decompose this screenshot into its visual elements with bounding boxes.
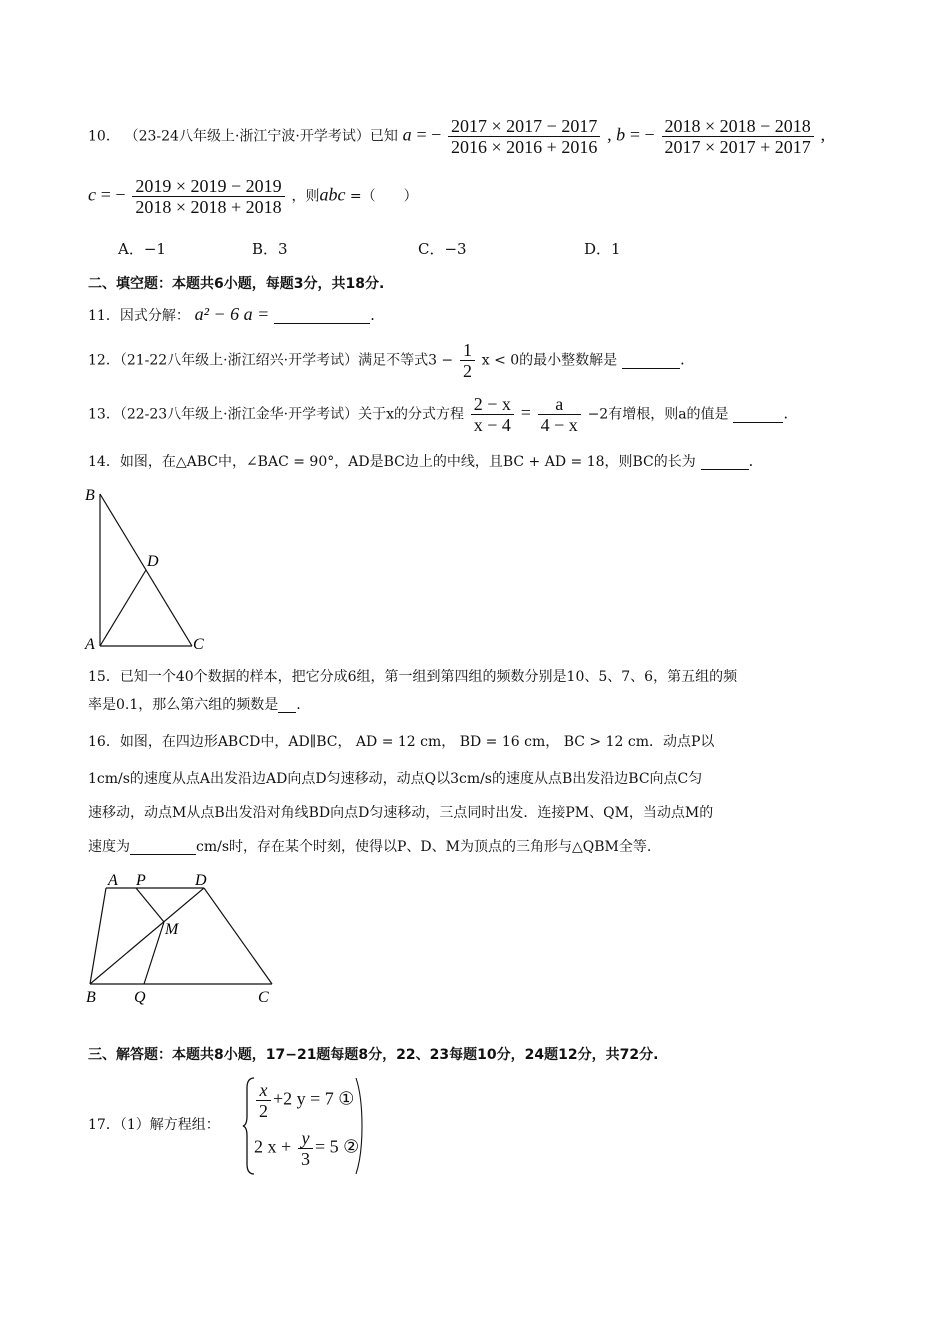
q13-answer-blank[interactable]: [733, 407, 783, 423]
q10-ask: ，则: [291, 188, 320, 205]
q16-line4: [88, 840, 651, 855]
q10-option-a[interactable]: A．−1: [118, 240, 166, 258]
q17-eq2-start: 2 x +: [254, 1136, 292, 1157]
q10-b-label: , b: [607, 124, 626, 145]
q10-option-b[interactable]: B．3: [252, 240, 288, 258]
q13-prompt-end: −2有增根，则a的值是: [587, 406, 729, 423]
q11-expr: a² − 6 a =: [194, 304, 270, 324]
fig16-label-c: C: [258, 989, 269, 1006]
q13-fraction-left: $\frac{2 - x}{x - 4}$: [471, 394, 514, 435]
q16-line1: 16．如图，在四边形ABCD中，AD∥BC， AD = 12 cm， BD = 16 cm， BC > 12 cm．动点P以: [88, 734, 715, 750]
q16-line3: 速移动，动点M从点B出发沿对角线BD向点D匀速移动，三点同时出发．连接PM、QM，当动点M的: [88, 805, 714, 821]
section3-heading: 三、解答题：本题共8小题，17−21题每题8分，22、23每题10分，24题12分，共72分.: [88, 1047, 659, 1063]
q10-line2: [88, 176, 418, 217]
q17-eq1-rest: +2 y = 7 ①: [273, 1088, 355, 1109]
q10-option-c[interactable]: C．−3: [418, 240, 467, 258]
fig14-label-a: A: [85, 636, 95, 653]
q16-line2: 1cm/s的速度从点A出发沿边AD向点D匀速移动，动点Q以3cm/s的速度从点B出发沿边BC向点C匀: [88, 771, 703, 787]
q17-equation-2: [254, 1128, 359, 1169]
fig16-label-a: A: [108, 872, 118, 889]
q10-comma: ,: [820, 124, 826, 145]
fig14-label-d: D: [147, 553, 159, 570]
q13-end: .: [783, 404, 789, 423]
fig16-label-m: M: [165, 921, 179, 938]
q13-eq: =: [520, 402, 531, 423]
q11-end: .: [370, 306, 375, 324]
fig16-label-p: P: [136, 872, 146, 889]
q17-equation-1: [254, 1080, 354, 1121]
q15-end: .: [296, 697, 301, 713]
fig14-label-b: B: [85, 487, 95, 504]
q12-end: .: [679, 350, 685, 369]
q13-fraction-right: $\frac{a}{4 - x}$: [538, 394, 581, 435]
fig16-label-q: Q: [134, 989, 146, 1006]
q10-a-eq: = −: [416, 124, 442, 145]
figure-triangle-abc: [80, 484, 220, 654]
q15-line2: [88, 698, 301, 713]
q10-source: （23-24八年级上·浙江宁波·开学考试）已知: [124, 128, 398, 145]
q15-line1: 15．已知一个40个数据的样本，把它分成6组，第一组到第四组的频数分别是10、5、7、6，第五组的频: [88, 669, 738, 685]
q10-option-d[interactable]: D．1: [584, 240, 621, 258]
q10-b-fraction: $\frac{2018 \times 2018 - 2018}{2017 \times 2017 + 2017}$: [662, 116, 814, 157]
q14-answer-blank[interactable]: [701, 454, 749, 470]
q10-number: 10．: [88, 128, 120, 145]
q12-prompt: 12．（21-22八年级上·浙江绍兴·开学考试）满足不等式3 −: [88, 352, 454, 369]
q10-c-label: c: [88, 184, 96, 205]
section2-heading: 二、填空题：本题共6小题，每题3分，共18分.: [88, 276, 385, 292]
q16-answer-blank[interactable]: [130, 840, 196, 855]
q12-prompt-end: x < 0的最小整数解是: [481, 352, 618, 369]
q13-prompt: 13．（22-23八年级上·浙江金华·开学考试）关于x的分式方程: [88, 406, 464, 423]
q12-fraction: $\frac{1}{2}$: [460, 340, 475, 381]
q17-eq2-fraction: $\frac{y}{3}$: [298, 1128, 313, 1169]
q11-answer-blank[interactable]: [274, 308, 370, 324]
q17-prompt: 17．（1）解方程组：: [88, 1117, 220, 1133]
q15-answer-blank[interactable]: [278, 698, 296, 713]
fig16-label-b: B: [86, 989, 96, 1006]
fig16-label-d: D: [195, 872, 207, 889]
fig14-label-c: C: [193, 636, 204, 653]
q10-line1: [88, 116, 825, 157]
q12: [88, 340, 685, 381]
q10-b-eq: = −: [629, 124, 655, 145]
figure-quadrilateral-abcd: [84, 868, 284, 1008]
q12-answer-blank[interactable]: [622, 353, 680, 369]
q11: [88, 305, 375, 324]
q16-prompt-end: cm/s时，存在某个时刻，使得以P、D、M为顶点的三角形与△QBM全等.: [196, 839, 652, 855]
q16-prompt: 速度为: [88, 839, 130, 855]
q13: [88, 394, 788, 435]
q17-eq2-rest: = 5 ②: [314, 1136, 360, 1157]
q14-end: .: [748, 452, 754, 470]
q10-ask-expr: abc: [319, 184, 346, 205]
q10-a-label: a: [402, 124, 412, 145]
q14: [88, 454, 753, 470]
q10-ask-paren: =（ ）: [345, 188, 418, 205]
q10-a-fraction: $\frac{2017 \times 2017 - 2017}{2016 \times 2016 + 2016}$: [448, 116, 600, 157]
q17-eq1-fraction: $\frac{x}{2}$: [256, 1080, 271, 1121]
q10-c-fraction: $\frac{2019 \times 2019 - 2019}{2018 \times 2018 + 2018}$: [132, 176, 284, 217]
q11-prompt: 11．因式分解：: [88, 308, 190, 324]
q15-prompt: 率是0.1，那么第六组的频数是: [88, 697, 279, 713]
q14-prompt: 14．如图，在△ABC中，∠BAC = 90°，AD是BC边上的中线，且BC + AD = 18，则BC的长为: [88, 454, 696, 470]
q10-c-eq: = −: [100, 184, 126, 205]
